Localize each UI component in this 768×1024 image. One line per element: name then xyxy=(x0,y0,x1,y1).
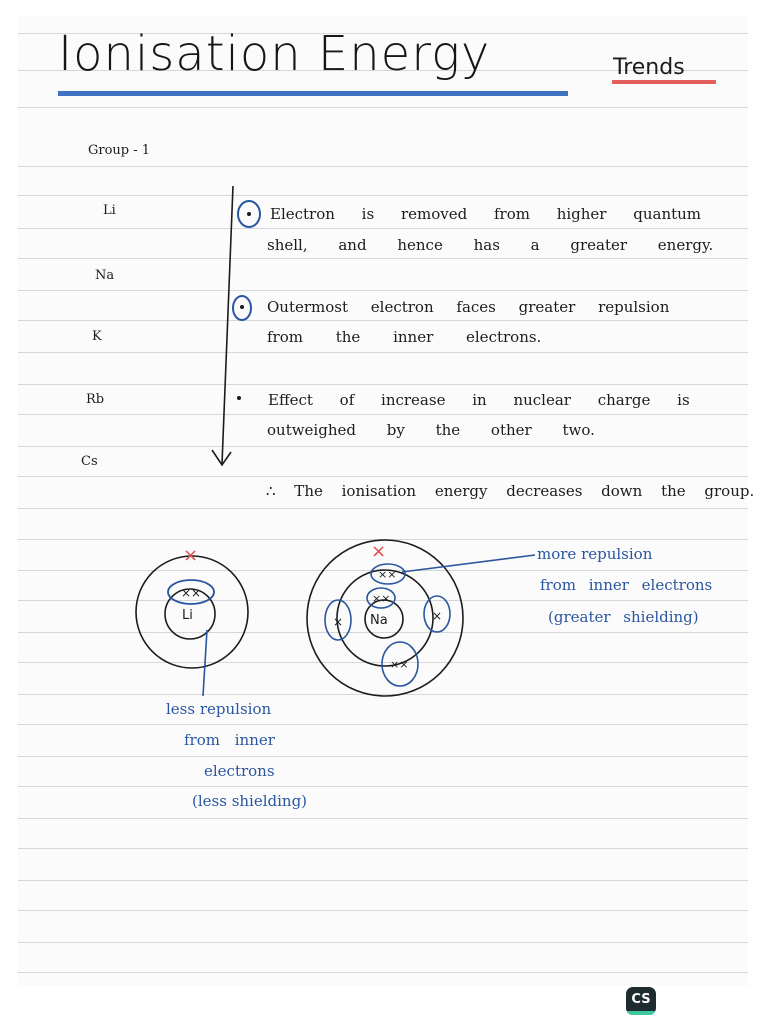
svg-text:×: × xyxy=(432,609,443,623)
element-li: Li xyxy=(103,203,116,218)
na-removed-electron-mark: × xyxy=(371,541,387,562)
point-1-line-1: Electron is removed from higher quantum xyxy=(270,205,702,223)
group-label: Group - 1 xyxy=(88,143,151,158)
point-2-line-2: from the inner electrons. xyxy=(267,328,542,346)
element-na: Na xyxy=(95,268,115,283)
title-underline xyxy=(58,91,568,96)
conclusion: ∴ The ionisation energy decreases down the group. xyxy=(266,482,755,500)
svg-text:××: ×× xyxy=(372,592,391,605)
point-3-line-2: outweighed by the other two. xyxy=(267,421,595,439)
point-3-line-1: Effect of increase in nuclear charge is xyxy=(268,391,690,409)
element-cs: Cs xyxy=(81,454,98,469)
svg-text:××: ×× xyxy=(378,568,397,581)
circled-dot-bullet-1 xyxy=(238,201,260,227)
camscanner-logo: CS xyxy=(626,987,656,1015)
element-k: K xyxy=(92,329,102,344)
li-core-label: Li xyxy=(182,608,193,623)
svg-text:××: ×× xyxy=(181,586,202,600)
point-1-line-2: shell, and hence has a greater energy. xyxy=(267,236,714,254)
element-rb: Rb xyxy=(86,392,105,407)
circled-dot-bullet-2 xyxy=(233,296,251,320)
note-small-line-3: electrons xyxy=(204,762,275,780)
note-small-line-4: (less shielding) xyxy=(192,792,308,810)
note-large-line-3: (greater shielding) xyxy=(548,608,699,626)
dot-bullet-3 xyxy=(237,396,241,400)
note-large-line-2: from inner electrons xyxy=(540,576,713,594)
na-core-label: Na xyxy=(370,613,388,628)
svg-text:×: × xyxy=(333,615,344,629)
lithium-atom-diagram xyxy=(136,545,248,696)
li-removed-electron-mark: × xyxy=(183,545,199,566)
page-title: Ionisation Energy xyxy=(58,26,491,82)
svg-text:××: ×× xyxy=(390,658,409,671)
point-2-line-1: Outermost electron faces greater repulsion xyxy=(267,298,670,316)
note-small-line-2: from inner xyxy=(184,731,275,749)
page-subtitle: Trends xyxy=(613,55,685,80)
note-large-line-1: more repulsion xyxy=(537,545,653,563)
sodium-atom-diagram xyxy=(307,540,535,696)
trends-underline xyxy=(612,80,716,84)
note-small-line-1: less repulsion xyxy=(166,700,272,718)
down-arrow xyxy=(222,186,233,464)
